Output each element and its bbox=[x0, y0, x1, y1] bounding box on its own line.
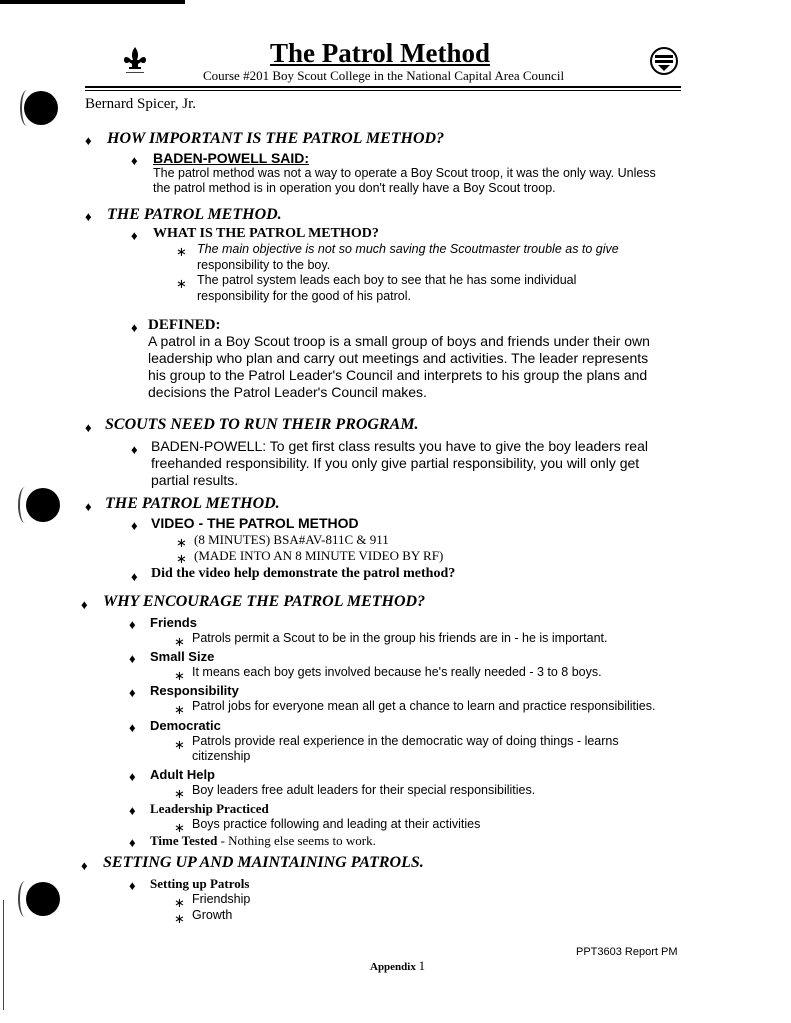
item-heading: Time Tested bbox=[150, 833, 218, 848]
bullet-star: ∗ bbox=[174, 820, 185, 835]
punch-hole-edge-1 bbox=[20, 90, 34, 126]
body-text: leadership who plan and carry out meetings and activities. The leader represents bbox=[148, 350, 649, 366]
bullet-star: ∗ bbox=[174, 668, 185, 683]
body-text: responsibility for the good of his patrol. bbox=[197, 289, 412, 303]
body-text: Patrols permit a Scout to be in the group his friends are in - he is important. bbox=[192, 631, 608, 645]
item-heading: Small Size bbox=[150, 649, 215, 664]
scan-edge-line bbox=[3, 900, 4, 1010]
item-heading: BADEN-POWELL SAID: bbox=[153, 150, 310, 166]
bullet-diamond: ♦ bbox=[85, 133, 92, 148]
body-text: freehanded responsibility. If you only give partial responsibility, you will only get bbox=[151, 455, 640, 471]
bullet-diamond: ♦ bbox=[131, 518, 138, 533]
body-text: his group to the Patrol Leader's Council and interprets to his group the plans and bbox=[148, 367, 648, 383]
bullet-diamond: ♦ bbox=[129, 769, 136, 784]
body-text: Boys practice following and leading at their activities bbox=[192, 817, 481, 831]
bullet-star: ∗ bbox=[174, 895, 185, 910]
bullet-diamond: ♦ bbox=[81, 858, 88, 873]
bullet-diamond: ♦ bbox=[131, 228, 138, 243]
item-heading: Democratic bbox=[150, 718, 221, 733]
section-heading: THE PATROL METHOD. bbox=[107, 206, 282, 223]
item-heading: Did the video help demonstrate the patrol method? bbox=[151, 566, 456, 581]
bullet-star: ∗ bbox=[174, 702, 185, 717]
body-text: Boy leaders free adult leaders for their special responsibilities. bbox=[192, 783, 536, 797]
section-heading: SCOUTS NEED TO RUN THEIR PROGRAM. bbox=[105, 416, 419, 433]
body-text: decisions the Patrol Leader's Council makes. bbox=[148, 384, 427, 400]
item-heading: VIDEO - THE PATROL METHOD bbox=[151, 515, 359, 531]
body-text: the patrol method is in operation you don't really have a Boy Scout troop. bbox=[153, 181, 556, 195]
body-text: Patrol jobs for everyone mean all get a chance to learn and practice responsibilities. bbox=[192, 699, 656, 713]
bullet-star: ∗ bbox=[176, 551, 187, 566]
bullet-diamond: ♦ bbox=[131, 320, 138, 335]
body-text: partial results. bbox=[151, 472, 239, 488]
body-text: (MADE INTO AN 8 MINUTE VIDEO BY RF) bbox=[194, 548, 444, 563]
body-text: The patrol system leads each boy to see that he has some individual bbox=[197, 273, 577, 287]
bullet-diamond: ♦ bbox=[129, 685, 136, 700]
body-text: citizenship bbox=[192, 749, 251, 763]
section-heading: WHY ENCOURAGE THE PATROL METHOD? bbox=[103, 593, 426, 610]
bullet-star: ∗ bbox=[176, 244, 187, 259]
item-heading: Adult Help bbox=[150, 767, 215, 782]
page-subtitle: Course #201 Boy Scout College in the National Capital Area Council bbox=[203, 68, 565, 83]
body-text: - Nothing else seems to work. bbox=[217, 833, 376, 848]
item-heading: Friends bbox=[150, 615, 197, 630]
body-text: Friendship bbox=[192, 892, 251, 906]
section-heading: HOW IMPORTANT IS THE PATROL METHOD? bbox=[107, 130, 445, 147]
appendix-label: Appendix 1 bbox=[370, 958, 426, 973]
scan-top-bar bbox=[0, 0, 185, 4]
bullet-diamond: ♦ bbox=[129, 878, 136, 893]
body-text: The main objective is not so much saving the Scoutmaster trouble as to give bbox=[197, 242, 619, 256]
bullet-diamond: ♦ bbox=[81, 597, 88, 612]
item-heading: WHAT IS THE PATROL METHOD? bbox=[153, 226, 379, 241]
scout-emblem-icon bbox=[649, 46, 679, 81]
bullet-diamond: ♦ bbox=[129, 835, 136, 850]
bullet-diamond: ♦ bbox=[131, 442, 138, 457]
item-heading: Leadership Practiced bbox=[150, 801, 269, 816]
bullet-star: ∗ bbox=[174, 737, 185, 752]
body-text: Growth bbox=[192, 908, 233, 922]
body-text: It means each boy gets involved because he's really needed - 3 to 8 boys. bbox=[192, 665, 602, 679]
header-rule bbox=[85, 86, 681, 88]
bullet-star: ∗ bbox=[174, 786, 185, 801]
header-rule-thin bbox=[85, 90, 681, 91]
body-text: A patrol in a Boy Scout troop is a small group of boys and friends under their own bbox=[148, 333, 650, 349]
bullet-diamond: ♦ bbox=[131, 569, 138, 584]
document-code: PPT3603 Report PM bbox=[576, 946, 678, 958]
body-text: responsibility to the boy. bbox=[197, 258, 331, 272]
punch-hole-edge-2 bbox=[18, 487, 32, 523]
bullet-diamond: ♦ bbox=[129, 720, 136, 735]
item-heading: DEFINED: bbox=[148, 317, 221, 333]
body-text: BADEN-POWELL: To get first class results you have to give the boy leaders real bbox=[151, 438, 648, 454]
bullet-diamond: ♦ bbox=[129, 651, 136, 666]
item-heading: Responsibility bbox=[150, 683, 239, 698]
fleur-de-lis-icon bbox=[120, 45, 150, 82]
bullet-diamond: ♦ bbox=[85, 420, 92, 435]
section-heading: THE PATROL METHOD. bbox=[105, 495, 280, 512]
bullet-diamond: ♦ bbox=[85, 209, 92, 224]
page-title: The Patrol Method bbox=[270, 38, 490, 68]
item-line bbox=[150, 833, 376, 849]
bullet-star: ∗ bbox=[174, 911, 185, 926]
bullet-diamond: ♦ bbox=[131, 153, 138, 168]
body-text: (8 MINUTES) BSA#AV-811C & 911 bbox=[194, 532, 389, 547]
item-heading: Setting up Patrols bbox=[150, 876, 250, 891]
bullet-star: ∗ bbox=[176, 276, 187, 291]
body-text: Patrols provide real experience in the democratic way of doing things - learns bbox=[192, 734, 619, 748]
punch-hole-edge-3 bbox=[18, 881, 32, 917]
bullet-star: ∗ bbox=[176, 535, 187, 550]
section-heading: SETTING UP AND MAINTAINING PATROLS. bbox=[103, 854, 424, 871]
bullet-diamond: ♦ bbox=[85, 499, 92, 514]
body-text: The patrol method was not a way to operate a Boy Scout troop, it was the only way. Unless bbox=[153, 166, 656, 180]
bullet-diamond: ♦ bbox=[129, 617, 136, 632]
author-name: Bernard Spicer, Jr. bbox=[85, 96, 197, 112]
bullet-star: ∗ bbox=[174, 634, 185, 649]
bullet-diamond: ♦ bbox=[129, 803, 136, 818]
